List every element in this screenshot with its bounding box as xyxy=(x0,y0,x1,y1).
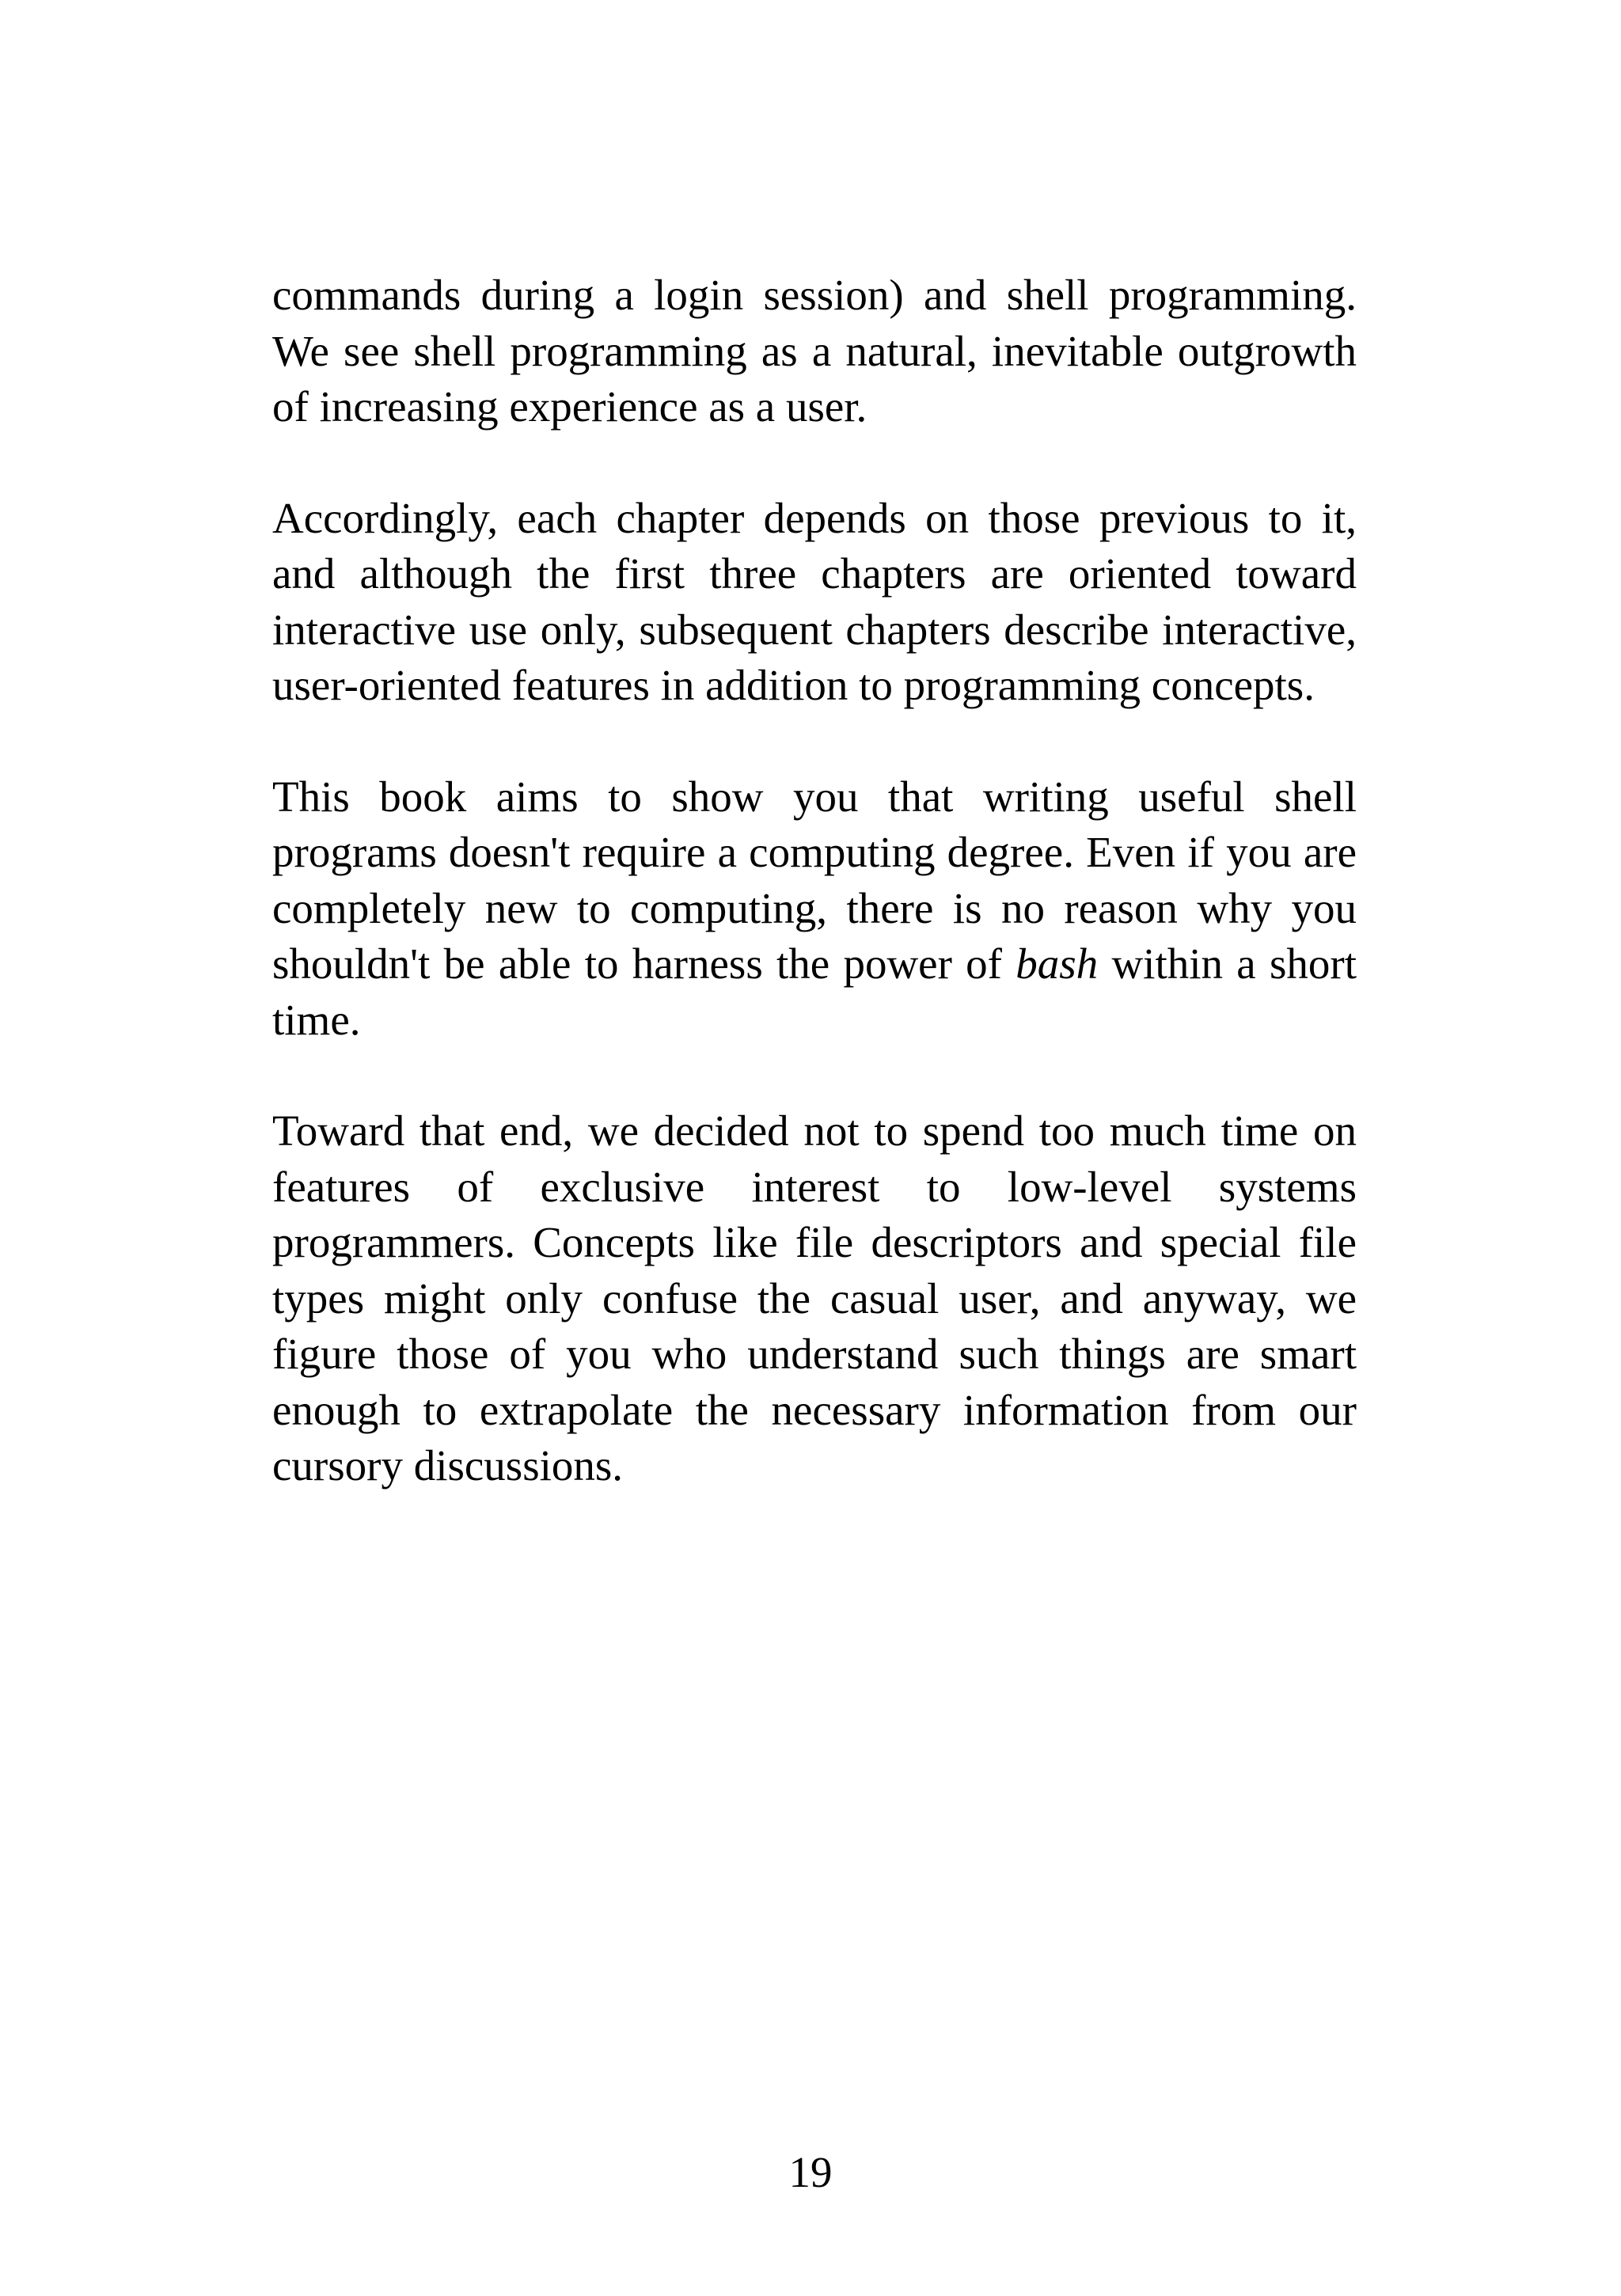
paragraph-4 xyxy=(272,1103,1357,1494)
body-text xyxy=(272,268,1357,1550)
paragraph-3-italic-term: bash xyxy=(1015,939,1099,988)
paragraph-2-text: Accordingly, each chapter depends on those previous to it, and although the first three chapters are oriented toward interactive use only, subsequent chapters describe interactive, user-oriented features in addition to programming concepts. xyxy=(272,493,1357,709)
paragraph-2 xyxy=(272,491,1357,714)
paragraph-1-text: commands during a login session) and shell programming. We see shell programming as a natural, inevitable outgrowth of increasing experience as a user. xyxy=(272,271,1357,431)
page-number: 19 xyxy=(788,2148,833,2196)
paragraph-4-text: Toward that end, we decided not to spend too much time on features of exclusive interest to low-level systems programmers. Concepts like file descriptors and special file types might only confuse the casual user, and anyway, we figure those of you who understand such things are smart enough to extrapolate the necessary information from our cursory discussions. xyxy=(272,1106,1357,1490)
paragraph-1 xyxy=(272,268,1357,435)
paragraph-3-text-before: This book aims to show you that writing useful shell programs doesn't require a computing degree. Even if you are completely new to computing, there is no reason why you shouldn't be able to harness the power of xyxy=(272,772,1357,988)
paragraph-3-text-after: within a short time. xyxy=(272,939,1357,1044)
paragraph-3 xyxy=(272,769,1357,1049)
